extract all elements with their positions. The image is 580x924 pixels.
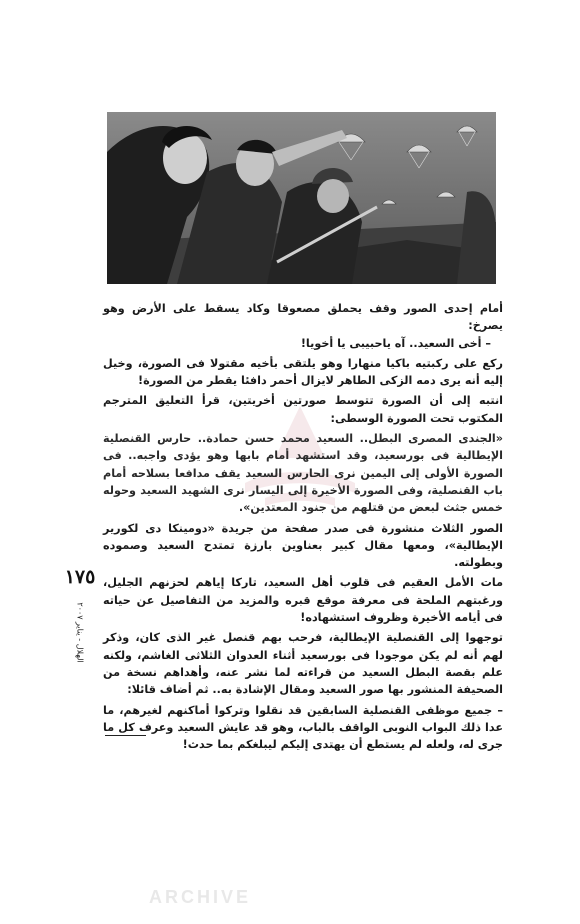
article-body: [103, 300, 503, 756]
paragraph: انتبه إلى أن الصورة تتوسط صورتين أخريتين، قرأ التعليق المترجم المكتوب تحت الصورة الوسطى:: [103, 394, 503, 425]
running-head-text: الهلال - يناير ٢٠٠٧: [75, 602, 85, 663]
paragraph: ركع على ركبتيه باكيا منهارا وهو يلتقى بأخيه مقتولا فى الصورة، وخيل إليه أنه يرى دمه الزكى الطاهر لايزال أحمر دافئا يقطر من الصورة!: [103, 356, 503, 388]
paragraph: – أخى السعيد.. آه ياحبيبى يا أخويا!: [300, 336, 491, 350]
illustration-drawing: [107, 112, 496, 284]
war-illustration: [107, 112, 496, 284]
paragraph: «الجندى المصرى البطل.. السعيد محمد حسن حمادة.. حارس القنصلية الإيطالية فى بورسعيد، وقد استشهد أمام بابها وهو يؤدى واجبه.. فى الصورة الأولى إلى اليمين نرى الحارس السعيد يقف مدافعا بسلاحه أمام باب القنصلية، وفى الصورة الأخيرة إلى اليسار نرى الشهيد السعيد وحوله خمس جثث لبعض من قتلهم من جنود المعتدين».: [103, 432, 503, 515]
running-head: [70, 600, 90, 670]
paragraph: – جميع موظفى القنصلية السابقين قد نقلوا وتركوا أماكنهم لغيرهم، ما عدا ذلك البواب النوبى الواقف بالباب، وهو قد عايش السعيد وعرف كل ما جرى له، ولعله لم يستطع أن يهتدى إليكم ليبلغكم بما حدث!: [103, 703, 503, 752]
paragraph: توجهوا إلى القنصلية الإيطالية، فرحب بهم قنصل غير الذى كان، وذكر لهم أنه لم يكن موجودا فى بورسعيد أثناء العدوان الثلاثى الغاشم، ولكنه علم بقصة البطل السعيد من قراءته لما نشر عنه، وأهداهم نسخة من الصحيفة المنشور بها صور السعيد ومقال الإشادة به.. ثم أضاف قائلا:: [103, 631, 503, 697]
end-rule: [105, 735, 146, 736]
paragraph: الصور الثلاث منشورة فى صدر صفحة من جريدة «دومينكا دى لكورير الإيطالية»، ومعها مقال كبير بعناوين بارزة تمتدح السعيد وصموده وبطولته.: [103, 521, 503, 570]
page-number: ١٧٥: [64, 566, 96, 588]
paragraph: أمام إحدى الصور وقف يحملق مصعوقا وكاد يسقط على الأرض وهو يصرخ:: [103, 302, 503, 333]
paragraph: مات الأمل العقيم فى قلوب أهل السعيد، تاركا إياهم لحزنهم الجليل، ورغبتهم الملحة فى معرفة موقع قبره والمزيد من التفاصيل عن حياته فى أيامه الأخيرة وظروف استشهاده!: [103, 576, 503, 625]
watermark-text: ARCHIVE: [148, 887, 251, 907]
